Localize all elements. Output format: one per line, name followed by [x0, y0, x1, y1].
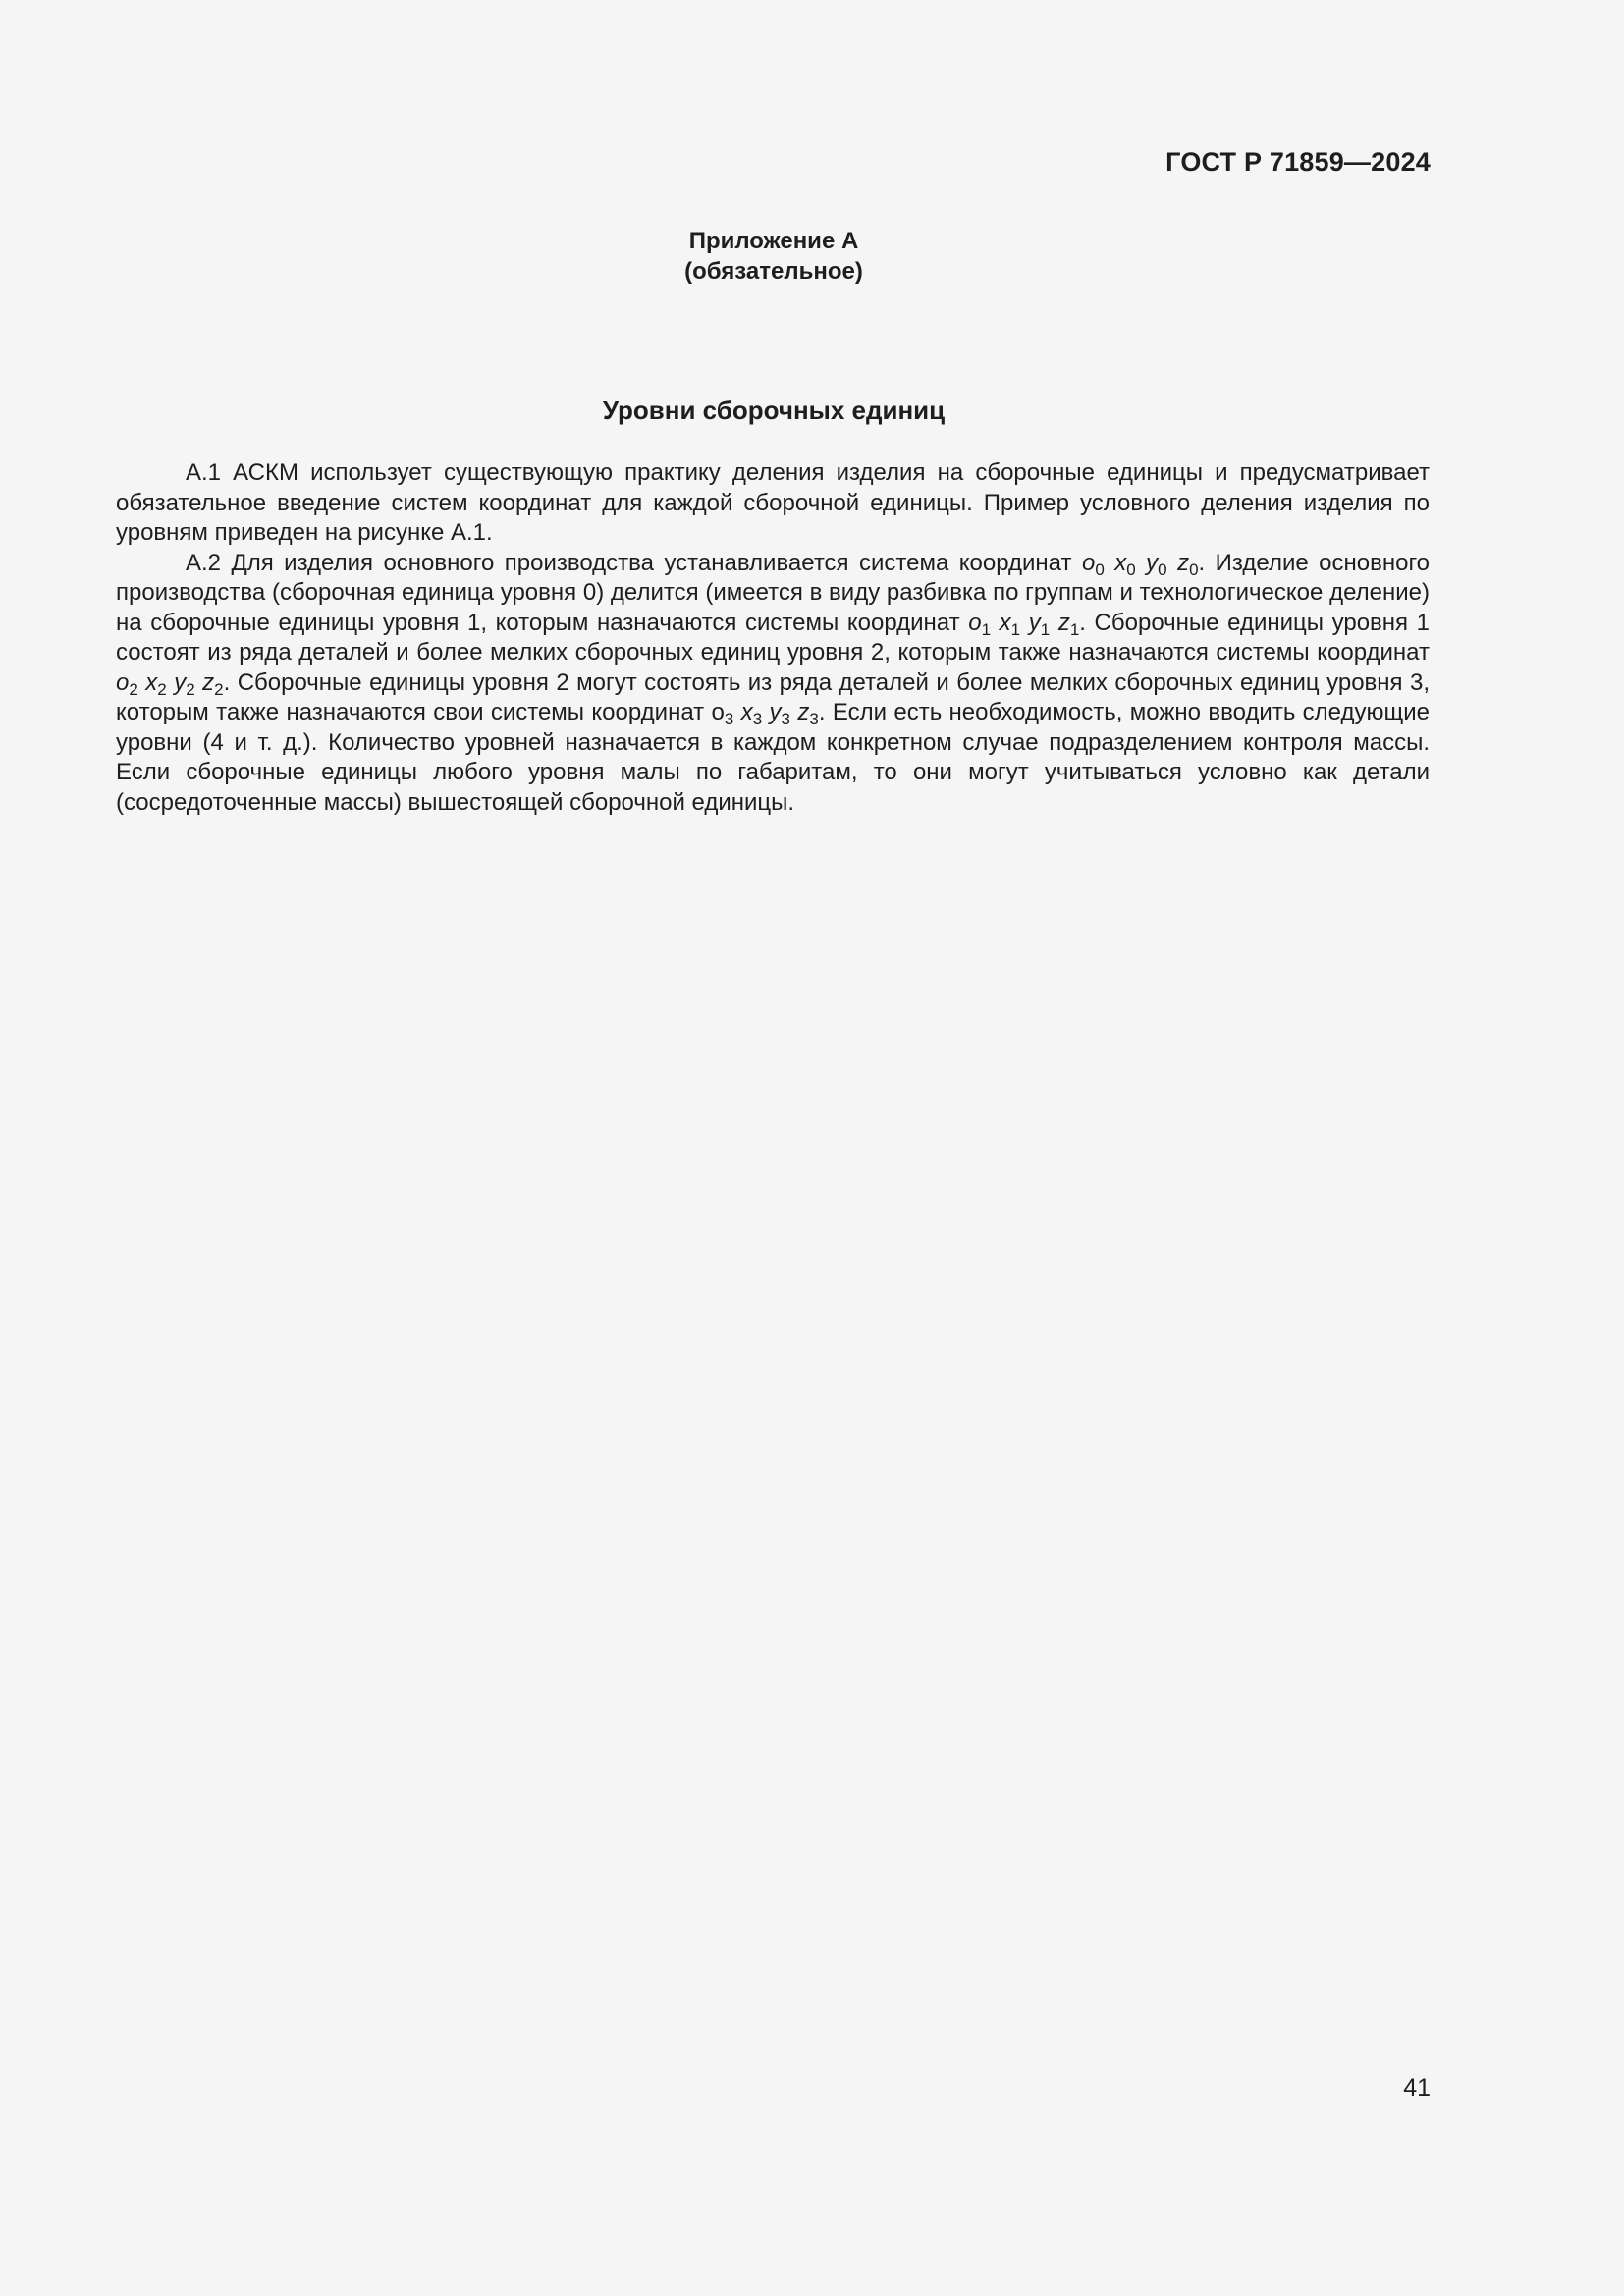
paragraph-a2 [116, 549, 1430, 819]
coord-system-1: $o_1$ $x_1$ $y_1$ $z_1$ [968, 609, 1080, 639]
coord-system-0: $o_0$ $x_0$ $y_0$ $z_0$ [1081, 549, 1199, 579]
appendix-heading [0, 226, 1547, 287]
coord-system-2: $o_2$ $x_2$ $y_2$ $z_2$ [116, 668, 224, 699]
document-code: ГОСТ Р 71859—2024 [1165, 147, 1431, 177]
section-title: Уровни сборочных единиц [602, 396, 946, 425]
coord-system-3: $о_3$ $x_3$ $y_3$ $z_3$ [711, 699, 819, 728]
page-number: 41 [1403, 2074, 1431, 2102]
a2-text-2: . Сборочные единицы уровня 1 состоят из ряда деталей и более мелких сборочных единиц уровня 2, которым также назначаются системы координат [116, 609, 1430, 666]
appendix-status: (обязательное) [684, 258, 863, 285]
appendix-title: Приложение А [688, 228, 859, 254]
paragraph-a1: А.1 АСКМ использует существующую практику деления изделия на сборочные единицы и предусматривает обязательное введение систем координат для каждой сборочной единицы. Пример условного деления изделия по уровням приведен на рисунке А.1. [116, 459, 1430, 546]
a2-text-0: А.2 Для изделия основного производства устанавливается система координат [186, 549, 1082, 576]
a2-text-4: . Если есть необходимость, можно вводить следующие уровни (4 и т. д.). Количество уровней назначается в каждом конкретном случае подразделением контроля массы. Если сборочные единицы любого уровня малы по габаритам, то они могут учитываться условно как детали (сосредоточенные массы) вышестоящей сборочной единицы. [116, 699, 1431, 816]
a2-text-1: . Изделие основного производства (сборочная единица уровня 0) делится (имеется в виду разбивка по группам и технологическое деление) на сборочные единицы уровня 1, которым назначаются системы координат [116, 549, 1431, 636]
body-text [116, 458, 1430, 818]
a2-text-3: . Сборочные единицы уровня 2 могут состоять из ряда деталей и более мелких сборочных единиц уровня 3, которым также назначаются свои системы координат [116, 668, 1431, 725]
